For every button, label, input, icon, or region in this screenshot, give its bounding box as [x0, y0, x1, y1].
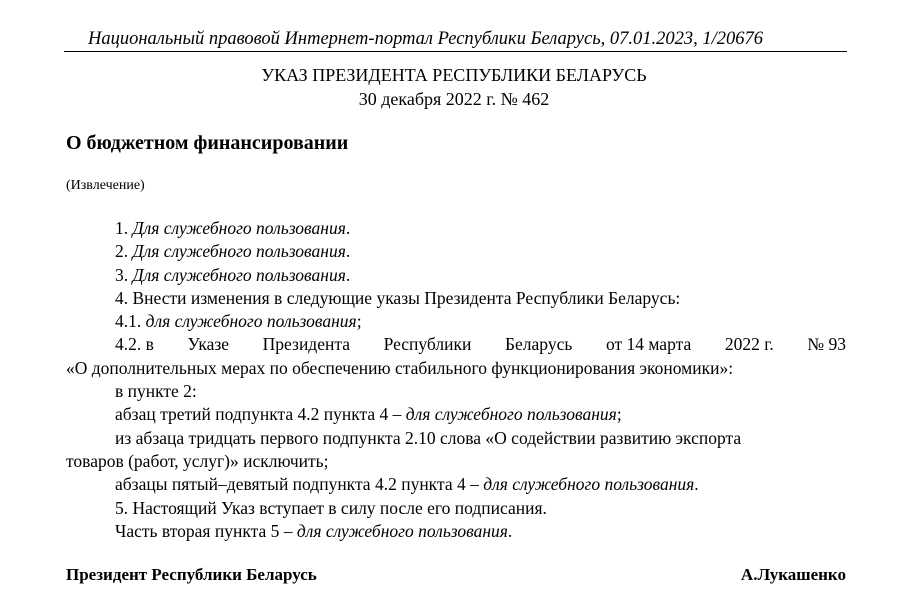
document-heading: О бюджетном финансировании [66, 132, 349, 154]
amendment-text: Часть вторая пункта 5 – [115, 520, 293, 541]
restricted-text: Для служебного пользования [132, 218, 346, 238]
amendment-text: абзацы пятый–девятый подпункта 4.2 пункта 4 – [115, 474, 479, 495]
amendment-text: абзац третий подпункта 4.2 пункта 4 – [115, 404, 402, 425]
paragraph-number: 3. [115, 264, 129, 285]
paragraph-4: 4. Внести изменения в следующие указы Президента Республики Беларусь: [115, 287, 681, 308]
amendment-abz31-line-1: из абзаца тридцать первого подпункта 2.10 слова «О содействии развитию экспорта [115, 427, 742, 448]
justified-word: 4.2. в [115, 334, 154, 355]
paragraph-2 [66, 240, 846, 263]
restricted-text: для служебного пользования [405, 404, 617, 425]
paragraph-1 [66, 217, 846, 240]
punctuation: ; [356, 311, 362, 332]
punctuation: . [507, 520, 513, 541]
paragraph-4-1 [66, 310, 846, 333]
punctuation: . [345, 218, 351, 238]
punctuation: . [345, 241, 351, 262]
restricted-text: для служебного пользования [145, 311, 357, 332]
paragraph-5: 5. Настоящий Указ вступает в силу после его подписания. [115, 497, 547, 518]
restricted-text: для служебного пользования [483, 474, 695, 495]
paragraph-number: 4.1. [115, 311, 142, 332]
decree-date-number: 30 декабря 2022 г. № 462 [358, 89, 550, 109]
signer-title: Президент Республики Беларусь [66, 565, 317, 584]
paragraph-4-2-line-1 [66, 333, 846, 356]
restricted-text: Для служебного пользования [132, 264, 346, 285]
paragraph-3 [66, 264, 846, 287]
paragraph-5-part-2 [66, 520, 846, 543]
extract-note: (Извлечение) [66, 178, 145, 193]
amendment-abz31-line-2: товаров (работ, услуг)» исключить; [66, 450, 329, 471]
decree-body [66, 217, 846, 543]
justified-word: № 93 [807, 334, 846, 355]
punctuation: . [345, 264, 351, 285]
justified-word: Республики [383, 334, 472, 355]
decree-title: УКАЗ ПРЕЗИДЕНТА РЕСПУБЛИКИ БЕЛАРУСЬ [261, 65, 647, 85]
justified-word: Президента [262, 334, 350, 355]
punctuation: . [694, 474, 699, 495]
paragraph-4-2-line-2: «О дополнительных мерах по обеспечению стабильного функционирования экономики»: [66, 357, 734, 378]
justified-word: Беларусь [504, 334, 573, 355]
punctuation: ; [616, 404, 622, 425]
amendment-abz3 [66, 403, 846, 426]
justified-word: от 14 марта [605, 334, 692, 355]
restricted-text: для служебного пользования [296, 520, 508, 541]
in-point-line: в пункте 2: [115, 381, 197, 402]
paragraph-number: 1. [115, 218, 129, 238]
justified-word: 2022 г. [724, 334, 774, 355]
signer-name: А.Лукашенко [740, 565, 846, 584]
amendment-abz5 [66, 473, 846, 496]
restricted-text: Для служебного пользования [132, 241, 346, 262]
source-header: Национальный правовой Интернет-портал Республики Беларусь, 07.01.2023, 1/20676 [88, 29, 764, 49]
justified-word: Указе [187, 334, 230, 355]
header-divider [64, 51, 847, 52]
paragraph-number: 2. [115, 241, 129, 262]
